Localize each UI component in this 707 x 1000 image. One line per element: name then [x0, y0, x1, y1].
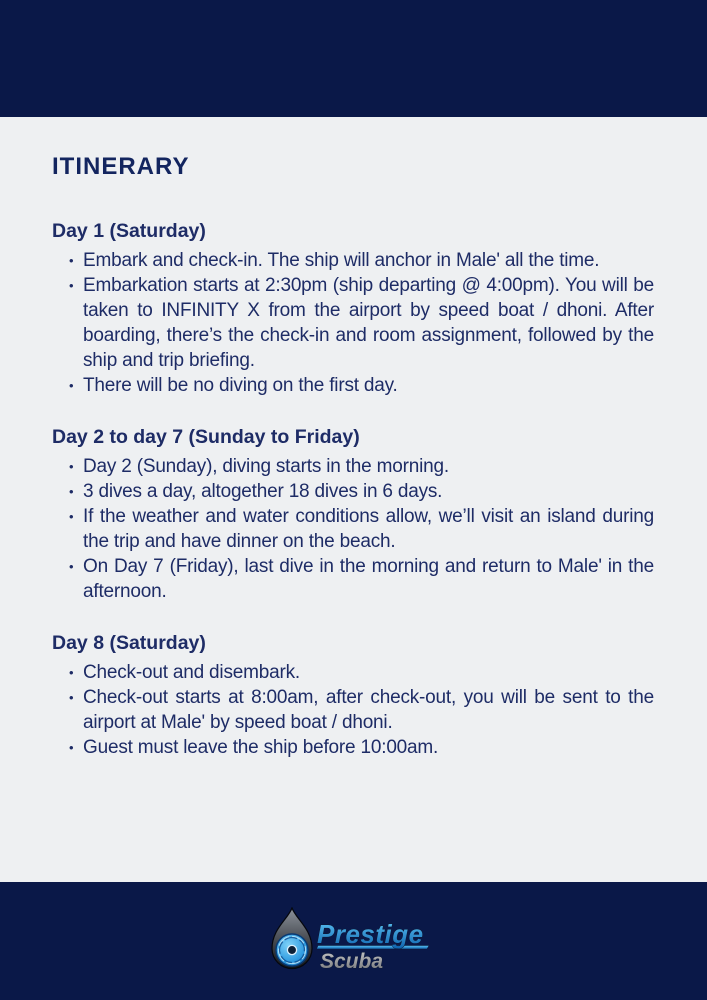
- bullet-item: • Day 2 (Sunday), diving starts in the morning.: [83, 454, 654, 479]
- bullet-item: • Guest must leave the ship before 10:00am.: [83, 735, 654, 760]
- bullet-list: [52, 248, 654, 398]
- bullet-list: [52, 454, 654, 604]
- bullet-item: • Embark and check-in. The ship will anchor in Male' all the time.: [83, 248, 654, 273]
- header-band: [0, 0, 707, 117]
- footer-band: [0, 882, 707, 1000]
- itinerary-content: [0, 117, 707, 882]
- itinerary-section: [52, 425, 654, 604]
- page-title: ITINERARY: [52, 153, 190, 180]
- brand-name-primary: Prestige: [316, 919, 424, 949]
- bullet-item: • On Day 7 (Friday), last dive in the morning and return to Male' in the afternoon.: [83, 554, 654, 604]
- bullet-list: [52, 660, 654, 760]
- bullet-item: • If the weather and water conditions allow, we’ll visit an island during the trip and have dinner on the beach.: [83, 504, 654, 554]
- itinerary-section: [52, 631, 654, 760]
- bullet-item: • 3 dives a day, altogether 18 dives in 6 days.: [83, 479, 654, 504]
- footer-logo: [269, 907, 439, 975]
- bullet-item: • Embarkation starts at 2:30pm (ship departing @ 4:00pm). You will be taken to INFINITY X from the airport by speed boat / dhoni. After boarding, there’s the check-in and room assignment, followed by the ship and trip briefing.: [83, 273, 654, 373]
- section-heading: Day 1 (Saturday): [52, 220, 206, 242]
- bullet-item: • There will be no diving on the first day.: [83, 373, 654, 398]
- section-heading: Day 8 (Saturday): [52, 632, 206, 654]
- logo-drop-icon: [272, 908, 312, 969]
- itinerary-sections: [52, 219, 654, 760]
- section-heading: Day 2 to day 7 (Sunday to Friday): [52, 426, 360, 448]
- brand-name-secondary: Scuba: [319, 950, 383, 973]
- bullet-item: • Check-out starts at 8:00am, after check-out, you will be sent to the airport at Male' by speed boat / dhoni.: [83, 685, 654, 735]
- bullet-item: • Check-out and disembark.: [83, 660, 654, 685]
- itinerary-section: [52, 219, 654, 398]
